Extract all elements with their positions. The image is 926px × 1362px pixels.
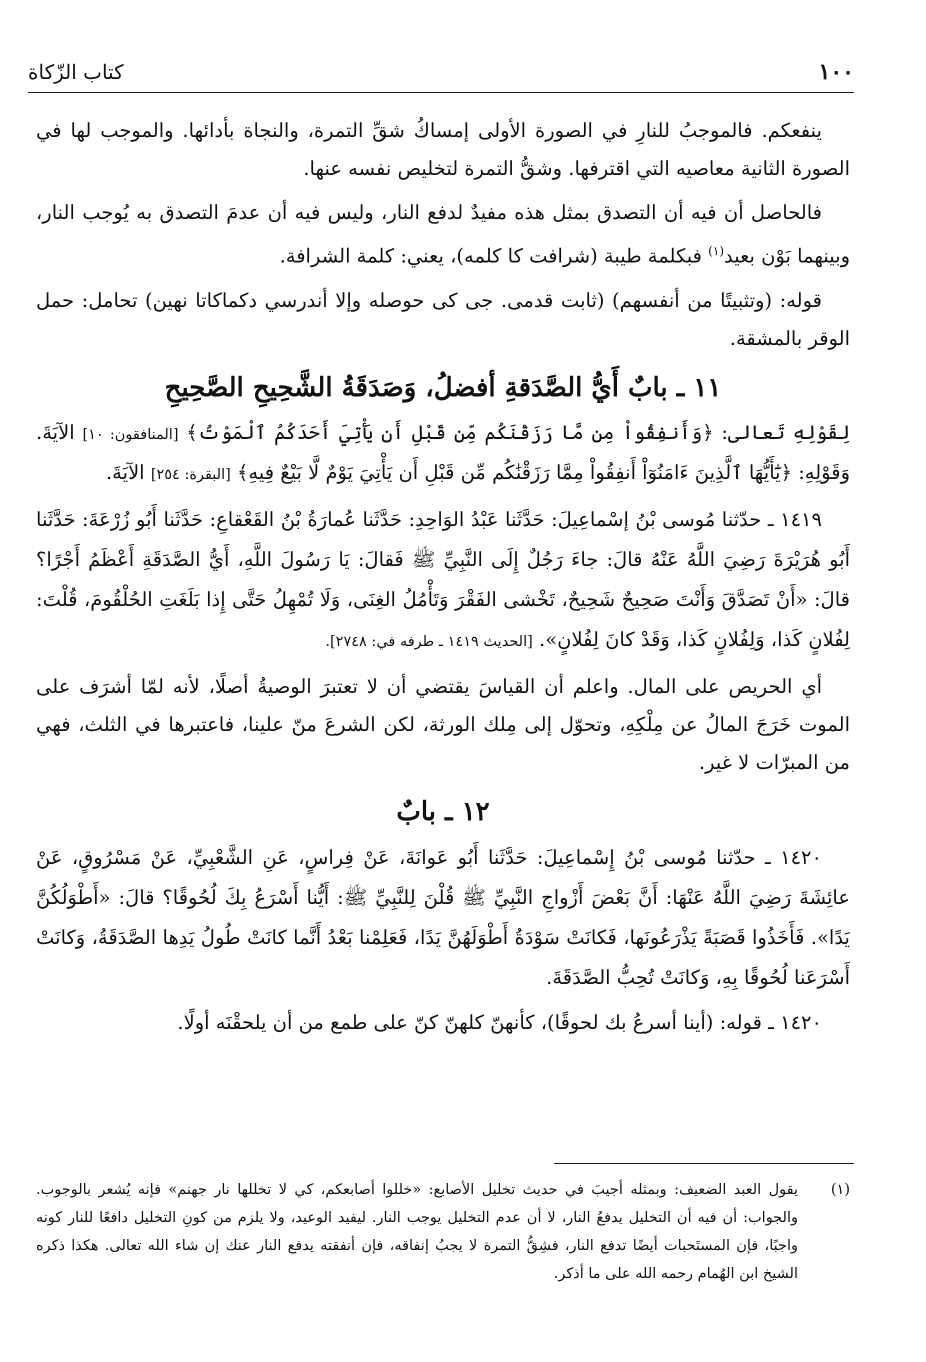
hadith-1419 [36,500,850,662]
paragraph-conclusion [36,194,850,276]
page-body [36,112,850,1048]
commentary-1419: أي الحريص على المال. واعلم أن القياسَ يقتضي أن لا تعتبرَ الوصيةُ أصلًا، لأنه لمّا أشرَف على الموت خَرَجَ المالُ عن مِلْكِهِ، وتحوّل إلى مِلك الورثة، لكن الشرعَ منّ علينا، فاعتبرها في الثلث، فهي من المبرّات لا غير. [36,674,850,774]
paragraph-text: فبكلمة طيبة (شرافت كا كلمه)، يعني: كلمة الشرافة. [279,244,709,268]
verse-reference: [البقرة: ٢٥٤] [150,466,231,483]
footnote-text: يقول العبد الضعيف: وبمثله أجيبَ في حديث تخليل الأصابع: «خللوا أصابعكم، كي لا تخللها نار جهنم» فإنه يُشعر بالوجوب. والجواب: أن فيه أن التخليل يدفعُ النار، لا أن عدم التخليل يوجب النار. ليفيد الوعيد، ولا يلزم من كونِ التخليل دافعًا للنار كونه واجبًا، فإن المستَحبات أيضًا تدفع النار، فشِقُّ التمرة لا يجبُ إنفاقه، فإن أنفقته يدفع النار عنك إن شاء الله تعالى. هكذا ذكره الشيخ ابن الهُمام رحمه الله على ما أذكر. [36,1182,798,1282]
paragraph-text: فالحاصل أن فيه أن التصدق بمثل هذه مفيدٌ لدفع النار، وليس فيه أن عدمَ التصدق به يُوجب النار، وبينهما بَوْن بعيد [36,201,850,268]
running-title: كتاب الزّكاة [28,60,124,84]
page-number: ١٠٠ [818,59,854,85]
verse-text: الآيَةَ. [105,460,151,484]
footnote-separator [554,1163,854,1164]
hadith-reference: [الحديث ١٤١٩ ـ طرفه في: ٢٧٤٨]. [325,633,533,650]
verse-text: الآيَةَ. وَقَوْلِهِ: ﴿يَٰٓأَيُّهَا ٱلَّذِينَ ءَامَنُوٓاْ أَنفِقُواْ مِمَّا رَزَقْنَٰكُم مِّن قَبْلِ أَن يَأْتِيَ يَوْمٌ لَّا بَيْعٌ فِيهِ﴾ [36,420,850,484]
verse-reference: [المنافقون: ١٠] [82,426,179,443]
footnote-reference[interactable]: (١) [708,244,724,258]
quran-verses [36,414,850,494]
footnote [36,1176,850,1288]
paragraph-intro: ينفعكم. فالموجبُ للنارِ في الصورة الأولى إمساكُ شقِّ التمرة، والنجاة بأدائها. والموجب لها في الصورة الثانية معاصيه التي اقترفها. وشقُّ التمرة لتخليص نفسه عنها. [36,119,850,180]
commentary-1420: ١٤٢٠ ـ قوله: (أينا أسرعُ بك لحوقًا)، كأنهنّ كلهنّ كنّ على طمع من أن يلحقْنَه أولًا. [177,1010,822,1034]
hadith-text: ١٤١٩ ـ حدّثنا مُوسى بْنُ إسْماعِيلَ: حَدَّثَنا عَبْدُ الوَاحِدِ: حَدَّثَنا عُمارَةُ بْنُ القَعْقاعِ: حَدَّثَنا أَبُو زُرْعَةَ: حَدَّثَنا أَبُو هُرَيْرَةَ رَضِيَ اللَّهُ عَنْهُ قالَ: جاءَ رَجُلٌ إِلَى النَّبِيِّ ﷺ فَقالَ: يَا رَسُولَ اللَّهِ، أَيُّ الصَّدَقَةِ أَعْظَمُ أَجْرًا؟ قالَ: «أَنْ تَصَدَّقَ وَأَنْتَ صَحِيحٌ شَحِيحٌ، تَخْشى الفَقْرَ وَتَأْمُلُ الغِنَى، وَلَا تُمْهِلُ حَتَّى إِذا بَلَغَتِ الحُلْقُومَ، قُلْتَ: لِفُلانٍ كَذا، وَلِفُلانٍ كَذا، وَقَدْ كانَ لِفُلانٍ». [36,507,850,651]
chapter-heading-11: ١١ ـ بابٌ أَيُّ الصَّدَقةِ أفضلُ، وَصَدَقَةُ الشَّحِيحِ الصَّحِيحِ [164,372,722,403]
verse-text: لِقَوْلِهِ تَعالى: ﴿وَأَنفِقُواْ مِن مَّا رَزَقْنَكُم مِّن قَبْلِ أَن يَأْتِيَ أَحَدَكُمُ ٱلْمَوْتُ﴾ [178,420,850,444]
footnote-number: (١) [830,1182,850,1198]
chapter-heading-12: ١٢ ـ بابٌ [396,796,490,827]
paragraph-gloss: قوله: (وتثبيتًا من أنفسهم) (ثابت قدمى. جى كى حوصله وإلا أندرسي دكماكاتا نهين) تحامل: حمل الوقر بالمشقة. [36,288,850,350]
hadith-1420: ١٤٢٠ ـ حدّثنا مُوسى بْنُ إِسْماعِيلَ: حَدَّثَنا أَبُو عَوانَةَ، عَنْ فِراسٍ، عَنِ الشَّعْبِيِّ، عَنْ مَسْرُوقٍ، عَنْ عائِشَةَ رَضِيَ اللَّهُ عَنْهَا: أَنَّ بَعْضَ أَزْواجِ النَّبِيِّ ﷺ قُلْنَ لِلنَّبِيِّ ﷺ: أَيُّنا أَسْرَعُ بِكَ لُحُوقًا؟ قالَ: «أَطْوَلُكُنَّ يَدًا». فَأَخَذُوا قَصَبَةً يَذْرَعُونَها، فَكانَتْ سَوْدَةُ أَطْوَلَهُنَّ يَدًا، فَعَلِمْنا بَعْدُ أَنَّما كانَتْ طُولُ يَدِها الصَّدَقَةُ، وَكانَتْ أَسْرَعَنا لُحُوقًا بِهِ، وَكانَتْ تُحِبُّ الصَّدَقَةَ. [36,845,850,989]
page-header [28,52,854,93]
